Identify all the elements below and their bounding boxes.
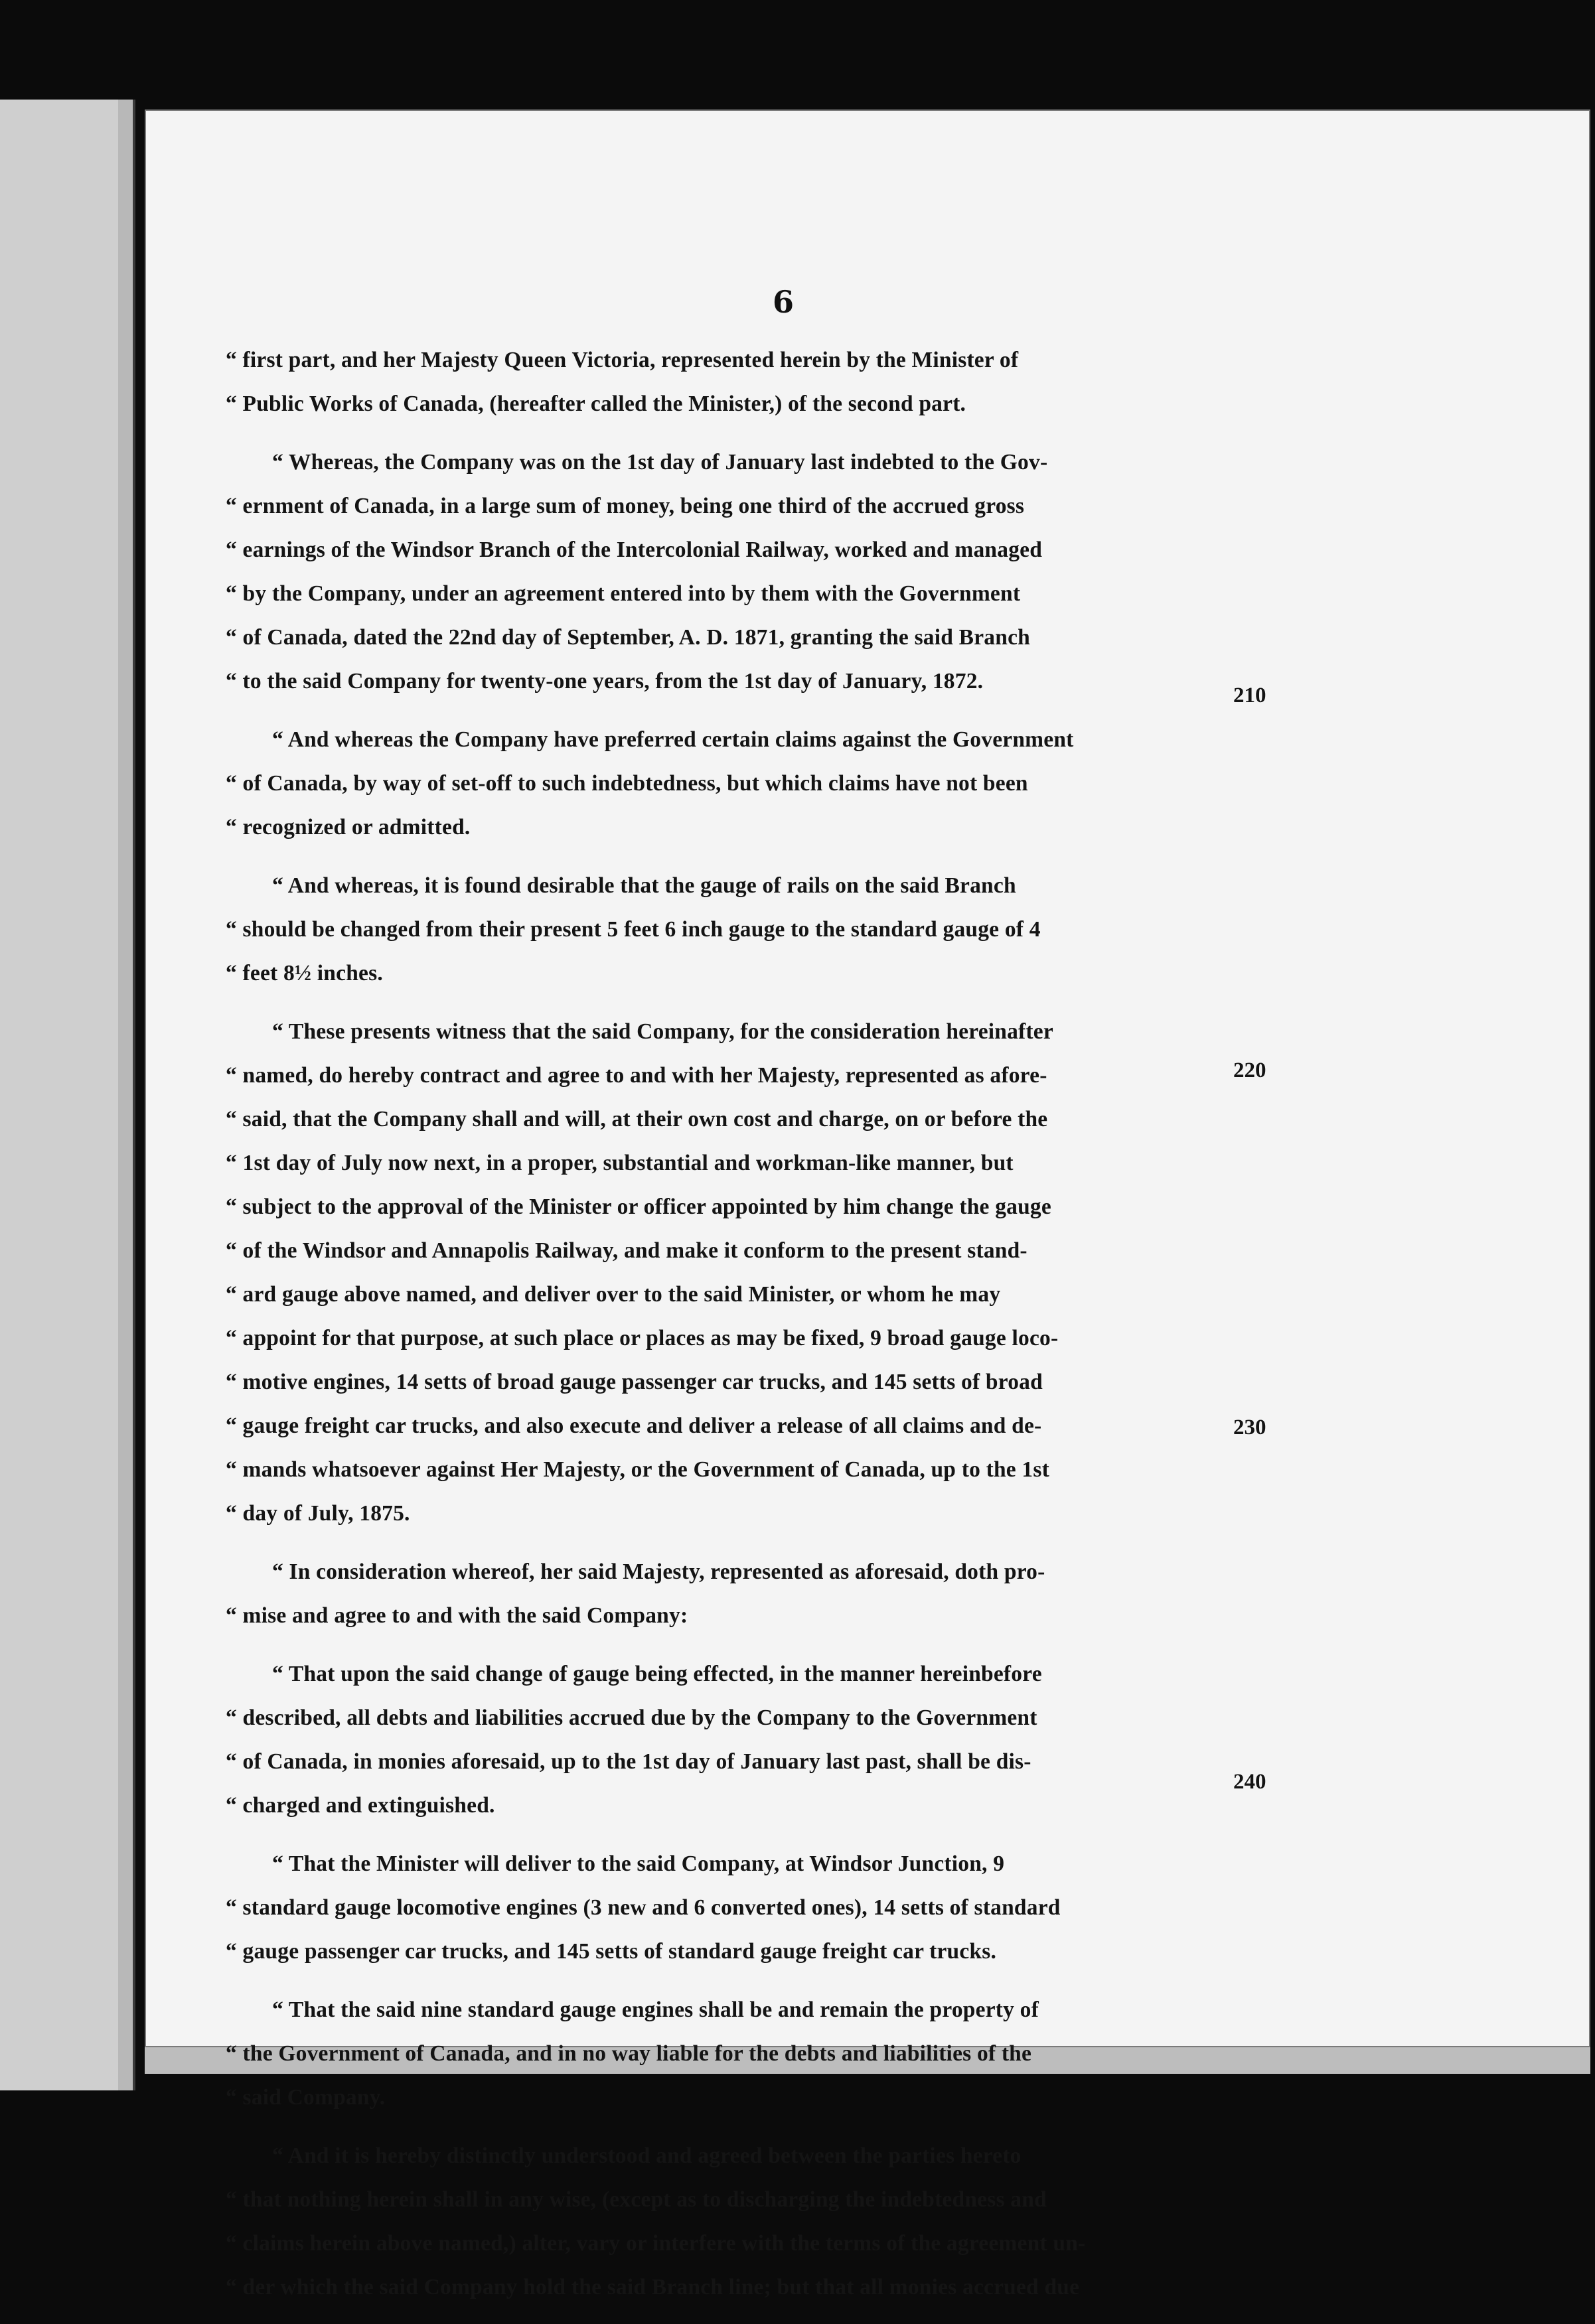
text-line: “ mise and agree to and with the said Company: xyxy=(226,1603,688,1628)
text-line: “ That upon the said change of gauge being effected, in the manner hereinbefore xyxy=(272,1662,1042,1686)
body-text xyxy=(226,338,1235,2324)
text-line: “ charged and extinguished. xyxy=(226,1793,495,1818)
text-line: “ recognized or admitted. xyxy=(226,815,471,839)
adjacent-page-edge xyxy=(0,100,135,2090)
text-line: “ to the said Company for twenty-one years, from the 1st day of January, 1872. xyxy=(226,669,984,693)
text-line: “ of Canada, dated the 22nd day of September, A. D. 1871, granting the said Branch xyxy=(226,625,1030,650)
line-number-220: 220 xyxy=(1233,1058,1266,1082)
paragraph xyxy=(226,718,1235,849)
text-line: “ should be changed from their present 5 feet 6 inch gauge to the standard gauge of 4 xyxy=(226,917,1041,942)
text-line: “ that nothing herein shall in any wise, (except as to discharging the indebtedness and xyxy=(226,2187,1047,2212)
text-line: “ said, that the Company shall and will, at their own cost and charge, on or before the xyxy=(226,1107,1048,1131)
text-line: “ motive engines, 14 setts of broad gauge passenger car trucks, and 145 setts of broad xyxy=(226,1370,1043,1394)
paragraph xyxy=(226,864,1235,995)
text-line: “ Public Works of Canada, (hereafter called the Minister,) of the second part. xyxy=(226,392,966,416)
text-line: “ And whereas, it is found desirable that the gauge of rails on the said Branch xyxy=(272,873,1016,898)
line-number-240: 240 xyxy=(1233,1770,1266,1794)
text-line: “ claims herein above named,) alter, vary or interfere with the terms of the agreement un- xyxy=(226,2231,1086,2256)
text-line: “ of the Windsor and Annapolis Railway, and make it conform to the present stand- xyxy=(226,1238,1027,1263)
page-gutter xyxy=(118,100,133,2090)
text-line: “ described, all debts and liabilities accrued due by the Company to the Government xyxy=(226,1706,1037,1730)
text-line: “ appoint for that purpose, at such place or places as may be fixed, 9 broad gauge loco- xyxy=(226,1326,1059,1350)
paragraph xyxy=(226,2134,1235,2309)
text-line: “ of Canada, in monies aforesaid, up to the 1st day of January last past, shall be dis- xyxy=(226,1749,1031,1774)
text-line: “ In consideration whereof, her said Majesty, represented as aforesaid, doth pro- xyxy=(272,1560,1045,1584)
text-line: “ gauge passenger car trucks, and 145 setts of standard gauge freight car trucks. xyxy=(226,1939,997,1964)
text-line: “ der which the said Company hold the said Branch line; but that all monies accrued due xyxy=(226,2275,1080,2299)
text-line: “ Whereas, the Company was on the 1st day of January last indebted to the Gov- xyxy=(272,450,1048,474)
paragraph xyxy=(226,338,1235,426)
text-line: “ That the said nine standard gauge engines shall be and remain the property of xyxy=(272,1997,1039,2022)
text-line: “ gauge freight car trucks, and also execute and deliver a release of all claims and de- xyxy=(226,1414,1042,1438)
text-line: “ named, do hereby contract and agree to and with her Majesty, represented as afore- xyxy=(226,1063,1047,1088)
text-line: “ That the Minister will deliver to the said Company, at Windsor Junction, 9 xyxy=(272,1852,1005,1876)
text-line: “ ard gauge above named, and deliver over to the said Minister, or whom he may xyxy=(226,1282,1001,1307)
text-line: “ earnings of the Windsor Branch of the Intercolonial Railway, worked and managed xyxy=(226,538,1043,562)
text-line: “ first part, and her Majesty Queen Victoria, represented herein by the Minister of xyxy=(226,348,1019,372)
text-line: “ And it is hereby distinctly understood and agreed between the parties hereto xyxy=(272,2143,1022,2168)
paragraph xyxy=(226,1842,1235,1974)
text-line: “ day of July, 1875. xyxy=(226,1501,410,1526)
text-line: “ subject to the approval of the Minister or officer appointed by him change the gauge xyxy=(226,1195,1051,1219)
text-line: “ of Canada, by way of set-off to such indebtedness, but which claims have not been xyxy=(226,771,1028,796)
text-line: “ said Company. xyxy=(226,2085,386,2110)
line-number-230: 230 xyxy=(1233,1416,1266,1439)
text-line: “ standard gauge locomotive engines (3 new and 6 converted ones), 14 setts of standard xyxy=(226,1895,1061,1920)
paragraph xyxy=(226,1010,1235,1536)
text-line: “ And whereas the Company have preferred certain claims against the Government xyxy=(272,727,1074,752)
text-line: “ 1st day of July now next, in a proper, substantial and workman-like manner, but xyxy=(226,1151,1014,1175)
text-line: “ mands whatsoever against Her Majesty, or the Government of Canada, up to the 1st xyxy=(226,1457,1049,1482)
text-line: “ by the Company, under an agreement entered into by them with the Government xyxy=(226,581,1021,606)
text-line: “ the Government of Canada, and in no way liable for the debts and liabilities of the xyxy=(226,2041,1032,2066)
text-line: “ ernment of Canada, in a large sum of money, being one third of the accrued gross xyxy=(226,494,1025,518)
paragraph xyxy=(226,1550,1235,1638)
paragraph xyxy=(226,441,1235,703)
paragraph xyxy=(226,1652,1235,1828)
line-number-210: 210 xyxy=(1233,684,1266,707)
text-line: “ These presents witness that the said Company, for the consideration hereinafter xyxy=(272,1019,1053,1044)
text-line: “ feet 8½ inches. xyxy=(226,961,383,985)
page-number: 6 xyxy=(772,284,794,320)
paragraph xyxy=(226,1988,1235,2120)
